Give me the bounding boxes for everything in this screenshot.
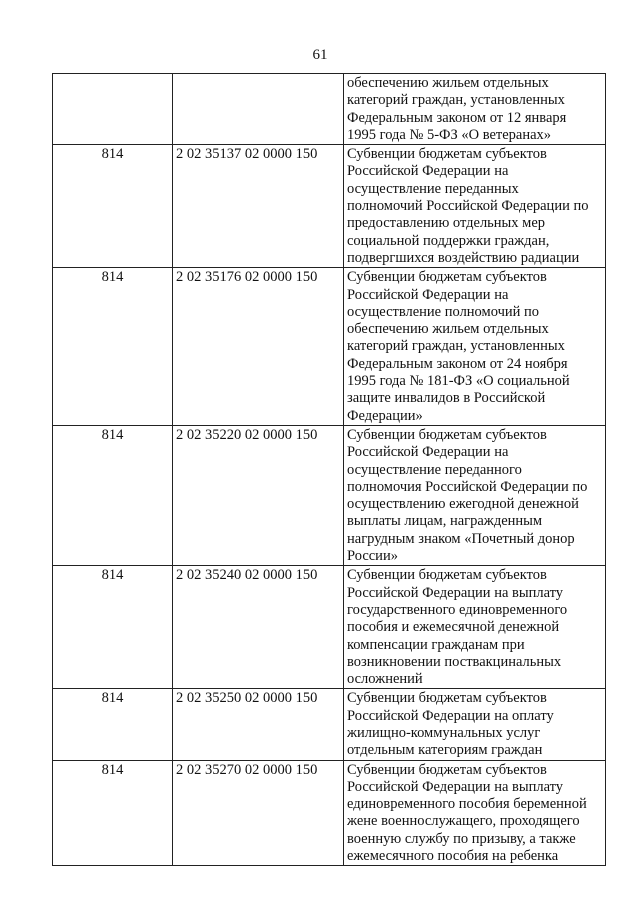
revenue-name-line: Российской Федерации на [347, 163, 509, 180]
revenue-name-line: Российской Федерации на [347, 286, 509, 303]
revenue-name-line: 1995 года № 181-ФЗ «О социальной [347, 373, 570, 390]
revenue-name-line: пособия и ежемесячной денежной [347, 619, 560, 636]
table-row [53, 760, 606, 866]
revenue-name-line: категорий граждан, установленных [347, 338, 565, 355]
revenue-name-line: возникновении поствакцинальных [347, 653, 562, 670]
table-row [53, 566, 606, 689]
table-row [53, 268, 606, 426]
page-number: 61 [312, 47, 328, 63]
revenue-name-line: компенсации гражданам при [347, 636, 525, 653]
revenue-name-line: Российской Федерации на выплату [347, 584, 564, 601]
revenue-name-cell [344, 74, 606, 145]
budget-code-cell: 2 02 35220 02 0000 150 [173, 425, 344, 565]
revenue-name-line: Российской Федерации на оплату [347, 707, 554, 724]
budget-code-cell: 2 02 35176 02 0000 150 [173, 268, 344, 426]
admin-code-cell: 814 [53, 689, 173, 760]
revenue-name-line: осложнений [347, 671, 423, 688]
revenue-name-cell [344, 268, 606, 426]
revenue-name-line: Субвенции бюджетам субъектов [347, 426, 547, 443]
revenue-name-line: полномочия Российской Федерации по [347, 478, 588, 495]
revenue-name-line: жене военнослужащего, проходящего [347, 813, 580, 830]
revenue-name-line: Российской Федерации на выплату [347, 778, 564, 795]
revenue-name-line: единовременного пособия беременной [347, 796, 587, 813]
admin-code-cell: 814 [53, 760, 173, 866]
revenue-name-line: Федерации» [347, 407, 423, 424]
table-body [53, 74, 606, 866]
revenue-name-line: нагрудным знаком «Почетный донор [347, 530, 575, 547]
revenue-name-line: России» [347, 548, 398, 565]
revenue-name-line: Субвенции бюджетам субъектов [347, 269, 547, 286]
revenue-name-cell [344, 425, 606, 565]
revenue-name-line: Российской Федерации на [347, 444, 509, 461]
revenue-name-line: подвергшихся воздействию радиации [347, 249, 580, 266]
table-row [53, 74, 606, 145]
revenue-name-line: 1995 года № 5-ФЗ «О ветеранах» [347, 126, 552, 143]
revenue-name-line: государственного единовременного [347, 601, 568, 618]
revenue-name-line: Субвенции бюджетам субъектов [347, 146, 547, 163]
budget-code-cell: 2 02 35137 02 0000 150 [173, 145, 344, 268]
revenue-name-line: Федеральным законом от 24 ноября [347, 355, 568, 372]
revenue-name-line: предоставлению отдельных мер [347, 215, 546, 232]
revenue-name-line: выплаты лицам, награжденным [347, 513, 543, 530]
revenue-name-line: полномочий Российской Федерации по [347, 198, 589, 215]
revenue-name-line: ежемесячного пособия на ребенка [347, 848, 559, 865]
budget-code-cell [173, 74, 344, 145]
revenue-name-line: Субвенции бюджетам субъектов [347, 690, 547, 707]
admin-code-cell [53, 74, 173, 145]
revenue-name-cell [344, 760, 606, 866]
admin-code-cell: 814 [53, 425, 173, 565]
table-row [53, 145, 606, 268]
revenue-name-line: осуществление полномочий по [347, 303, 540, 320]
revenue-name-line: осуществлению ежегодной денежной [347, 496, 579, 513]
table-row [53, 689, 606, 760]
admin-code-cell: 814 [53, 566, 173, 689]
revenue-name-cell [344, 689, 606, 760]
budget-code-cell: 2 02 35240 02 0000 150 [173, 566, 344, 689]
revenue-name-line: военную службу по призыву, а также [347, 830, 576, 847]
budget-revenue-table [52, 73, 606, 866]
revenue-name-line: осуществление переданного [347, 461, 522, 478]
revenue-name-line: обеспечению жильем отдельных [347, 321, 549, 338]
budget-code-cell: 2 02 35250 02 0000 150 [173, 689, 344, 760]
revenue-name-line: Субвенции бюджетам субъектов [347, 567, 547, 584]
revenue-name-line: категорий граждан, установленных [347, 92, 565, 109]
revenue-name-line: социальной поддержки граждан, [347, 232, 550, 249]
revenue-name-cell [344, 145, 606, 268]
revenue-name-cell [344, 566, 606, 689]
revenue-name-line: осуществление переданных [347, 180, 519, 197]
admin-code-cell: 814 [53, 145, 173, 268]
revenue-name-line: защите инвалидов в Российской [347, 390, 546, 407]
budget-code-cell: 2 02 35270 02 0000 150 [173, 760, 344, 866]
revenue-name-line: Федеральным законом от 12 января [347, 109, 567, 126]
admin-code-cell: 814 [53, 268, 173, 426]
revenue-name-line: жилищно-коммунальных услуг [347, 724, 541, 741]
revenue-name-line: обеспечению жильем отдельных [347, 75, 549, 91]
revenue-name-line: Субвенции бюджетам субъектов [347, 761, 547, 778]
table-row [53, 425, 606, 565]
revenue-name-line: отдельным категориям граждан [347, 742, 543, 759]
